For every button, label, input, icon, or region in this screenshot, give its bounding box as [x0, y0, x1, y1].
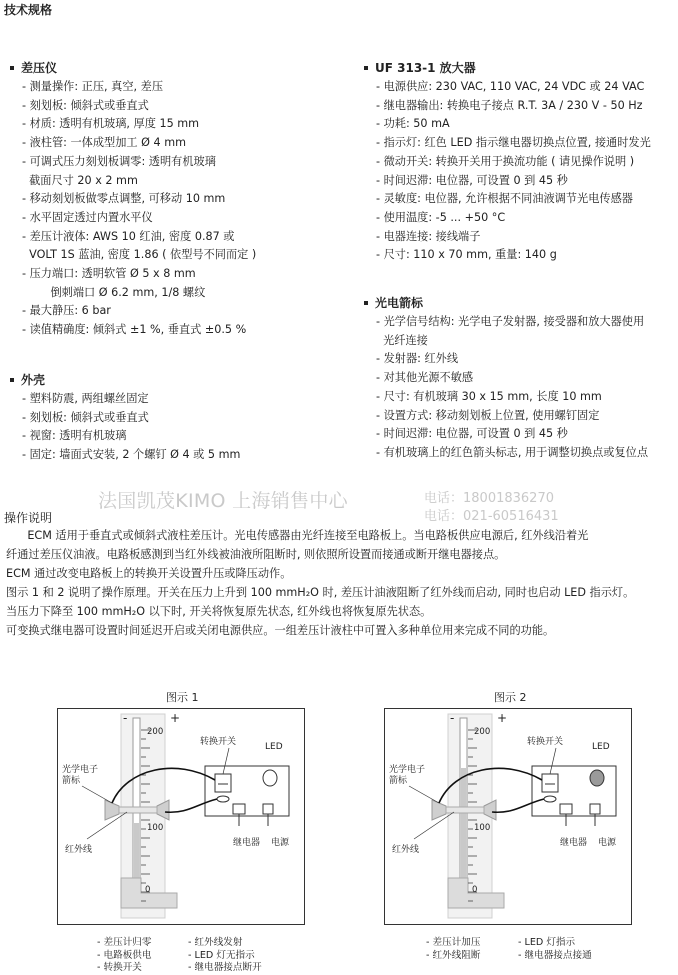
spec-item: - 水平固定透过内置水平仪: [22, 210, 153, 224]
scale-label-0: 0: [472, 885, 478, 895]
operation-line: 当压力下降至 100 mmH₂O 以下时, 开关将恢复原先状态, 红外线也将恢复原先状态。: [6, 604, 432, 618]
figure-2-caption: 图示 2: [494, 691, 527, 704]
photocell-icon: [544, 796, 556, 802]
spec-item: - 读值精确度: 倾斜式 ±1 %, 垂直式 ±0.5 %: [22, 323, 247, 337]
operation-heading: 操作说明: [4, 511, 53, 525]
spec-list: [22, 390, 240, 465]
spec-item: - 最大静压: 6 bar: [22, 304, 111, 318]
spec-item: - 时间迟滞: 电位器, 可设置 0 到 45 秒: [376, 427, 568, 441]
label-power: 电源: [598, 838, 617, 848]
left-section-pressure-gauge: [10, 59, 256, 340]
spec-item: - 对其他光源不敏感: [376, 371, 474, 385]
label-relay: 继电器: [233, 838, 261, 848]
spec-list: [376, 78, 651, 265]
spec-item: VOLT 1S 蓝油, 密度 1.86 ( 依型号不同而定 ): [22, 248, 257, 262]
relay-terminal: [233, 804, 245, 814]
spec-item: - 发射器: 红外线: [376, 352, 459, 366]
bullet-icon: [364, 301, 368, 305]
bullet-icon: [10, 378, 14, 382]
led-icon: [263, 770, 277, 786]
label-sensor-2: 箭标: [62, 776, 81, 786]
spec-item: - 移动刻划板做零点调整, 可移动 10 mm: [22, 192, 226, 206]
spec-item: - 指示灯: 红色 LED 指示继电器切换点位置, 接通时发光: [376, 136, 651, 150]
spec-item: - 灵敏度: 电位器, 允许根据不同油液调节光电传感器: [376, 192, 633, 206]
spec-item: - 尺寸: 110 x 70 mm, 重量: 140 g: [376, 248, 557, 262]
figure-1: [57, 708, 305, 929]
section-heading: UF 313-1 放大器: [364, 59, 651, 76]
power-terminal: [263, 804, 273, 814]
spec-item: - 视窗: 透明有机玻璃: [22, 429, 127, 443]
operation-line: 可变换式继电器可设置时间延迟开启或关闭电源供应。一组差压计液柱中可置入多种单位用来完成不同的功能。: [6, 623, 555, 637]
watermark-phone-2: 电话：021-60516431: [424, 509, 559, 524]
operation-line: 图示 1 和 2 说明了操作原理。开关在压力上升到 100 mmH₂O 时, 差压计油液阻断了红外线而启动, 同时也启动 LED 指示灯。: [6, 585, 635, 599]
note-item: - 红外线阻断: [426, 949, 481, 961]
label-relay: 继电器: [560, 838, 588, 848]
operation-line: 纤通过差压仪油液。电路板感测到当红外线被油液所阻断时, 则依照所设置而接通或断开继电器接点。: [6, 547, 506, 561]
spec-item: - 差压计液体: AWS 10 红油, 密度 0.87 或: [22, 229, 235, 243]
spec-item: - 电源供应: 230 VAC, 110 VAC, 24 VDC 或 24 VAC: [376, 80, 645, 93]
switch-icon: [542, 774, 558, 792]
power-terminal: [590, 804, 600, 814]
scale-label-200: 200: [474, 727, 491, 737]
spec-item: - 测量操作: 正压, 真空, 差压: [22, 80, 164, 93]
watermark-phone-1: 电话：18001836270: [424, 491, 554, 506]
label-switch: 转换开关: [200, 737, 237, 747]
spec-item: - 有机玻璃上的红色箭头标志, 用于调整切换点或复位点: [376, 445, 649, 459]
note-item: - 转换开关: [97, 962, 142, 973]
scale-plus-label: +: [170, 711, 181, 725]
section-heading: 光电箭标: [364, 294, 648, 311]
relay-terminal: [560, 804, 572, 814]
spec-item: - 液柱管: 一体成型加工 Ø 4 mm: [22, 136, 186, 150]
spec-item: 截面尺寸 20 x 2 mm: [22, 173, 138, 187]
spec-list: [376, 313, 648, 463]
scale-label-100: 100: [147, 823, 164, 833]
spec-item: - 设置方式: 移动刻划板上位置, 使用螺钉固定: [376, 408, 600, 422]
spec-item: - 光学信号结构: 光学电子发射器, 接受器和放大器使用: [376, 315, 645, 328]
spec-item: - 固定: 墙面式安装, 2 个螺钉 Ø 4 或 5 mm: [22, 448, 241, 462]
scale-label-0: 0: [145, 885, 151, 895]
left-section-housing: [10, 371, 240, 465]
note-item: - LED 灯指示: [518, 937, 576, 948]
label-led: LED: [592, 742, 610, 752]
figure-2-diagram: [384, 708, 632, 925]
scale-minus-label: -: [450, 711, 455, 725]
spec-item: - 刻划板: 倾斜式或垂直式: [22, 98, 149, 112]
note-item: - 继电器接点断开: [188, 962, 262, 973]
label-power: 电源: [271, 838, 290, 848]
page-title: 技术规格: [4, 3, 53, 17]
right-section-photo-arrow: [364, 294, 648, 463]
spec-item: - 功耗: 50 mA: [376, 117, 450, 131]
operation-line: ECM 适用于垂直式或倾斜式液柱差压计。光电传感器由光纤连接至电路板上。当电路板供应电源后, 红外线沿着光: [6, 529, 589, 542]
note-item: - LED 灯无指示: [188, 949, 255, 961]
scale-minus-label: -: [123, 711, 128, 725]
figure-2-notes-col1: [426, 937, 480, 962]
scale-plus-label: +: [497, 711, 508, 725]
right-section-amplifier: [364, 59, 651, 265]
section-heading: 差压仪: [10, 59, 256, 76]
note-item: - 差压计归零: [97, 937, 152, 948]
photocell-icon: [217, 796, 229, 802]
spec-item: - 微动开关: 转换开关用于换流功能 ( 请见操作说明 ): [376, 154, 635, 168]
watermark-text: 法国凯茂KIMO 上海销售中心: [98, 490, 348, 512]
spec-item: - 压力端口: 透明软管 Ø 5 x 8 mm: [22, 267, 196, 281]
spec-item: - 刻划板: 倾斜式或垂直式: [22, 410, 149, 424]
note-item: - 差压计加压: [426, 937, 481, 948]
note-item: - 红外线发射: [188, 937, 243, 948]
operation-line: ECM 通过改变电路板上的转换开关设置升压或降压动作。: [6, 566, 292, 580]
label-sensor-1: 光学电子: [389, 765, 426, 775]
note-item: - 继电器接点接通: [518, 949, 592, 961]
operation-description: [6, 527, 634, 640]
spec-list: [22, 78, 256, 340]
spec-item: 倒刺端口 Ø 6.2 mm, 1/8 螺纹: [22, 285, 206, 299]
label-led: LED: [265, 742, 283, 752]
figure-1-diagram: [57, 708, 305, 925]
label-sensor-2: 箭标: [389, 776, 408, 786]
spec-item: - 时间迟滞: 电位器, 可设置 0 到 45 秒: [376, 173, 568, 187]
spec-item: - 材质: 透明有机玻璃, 厚度 15 mm: [22, 117, 200, 131]
spec-item: - 尺寸: 有机玻璃 30 x 15 mm, 长度 10 mm: [376, 389, 602, 403]
spec-item: - 继电器输出: 转换电子接点 R.T. 3A / 230 V - 50 Hz: [376, 98, 643, 112]
spec-item: - 使用温度: -5 ... +50 °C: [376, 210, 506, 224]
scale-label-100: 100: [474, 823, 491, 833]
switch-icon: [215, 774, 231, 792]
led-icon: [590, 770, 604, 786]
figure-1-caption: 图示 1: [166, 691, 199, 704]
sensor-beam-bar: [446, 807, 484, 813]
bullet-icon: [10, 66, 14, 70]
figure-1-notes-col2: [188, 937, 262, 975]
figure-1-notes-col1: [97, 937, 151, 975]
spec-item: 光纤连接: [376, 333, 428, 347]
spec-item: - 塑料防震, 两组螺丝固定: [22, 392, 149, 405]
label-infrared: 红外线: [65, 845, 93, 855]
note-item: - 电路板供电: [97, 949, 152, 961]
scale-label-200: 200: [147, 727, 164, 737]
label-sensor-1: 光学电子: [62, 765, 99, 775]
section-heading: 外壳: [10, 371, 240, 388]
label-switch: 转换开关: [527, 737, 564, 747]
figure-2-notes-col2: [518, 937, 592, 962]
spec-item: - 电器连接: 接线端子: [376, 229, 481, 243]
bullet-icon: [364, 66, 368, 70]
sensor-beam-bar: [119, 807, 157, 813]
figure-2: [384, 708, 632, 929]
spec-item: - 可调式压力刻划板调零: 透明有机玻璃: [22, 154, 216, 168]
label-infrared: 红外线: [392, 845, 420, 855]
